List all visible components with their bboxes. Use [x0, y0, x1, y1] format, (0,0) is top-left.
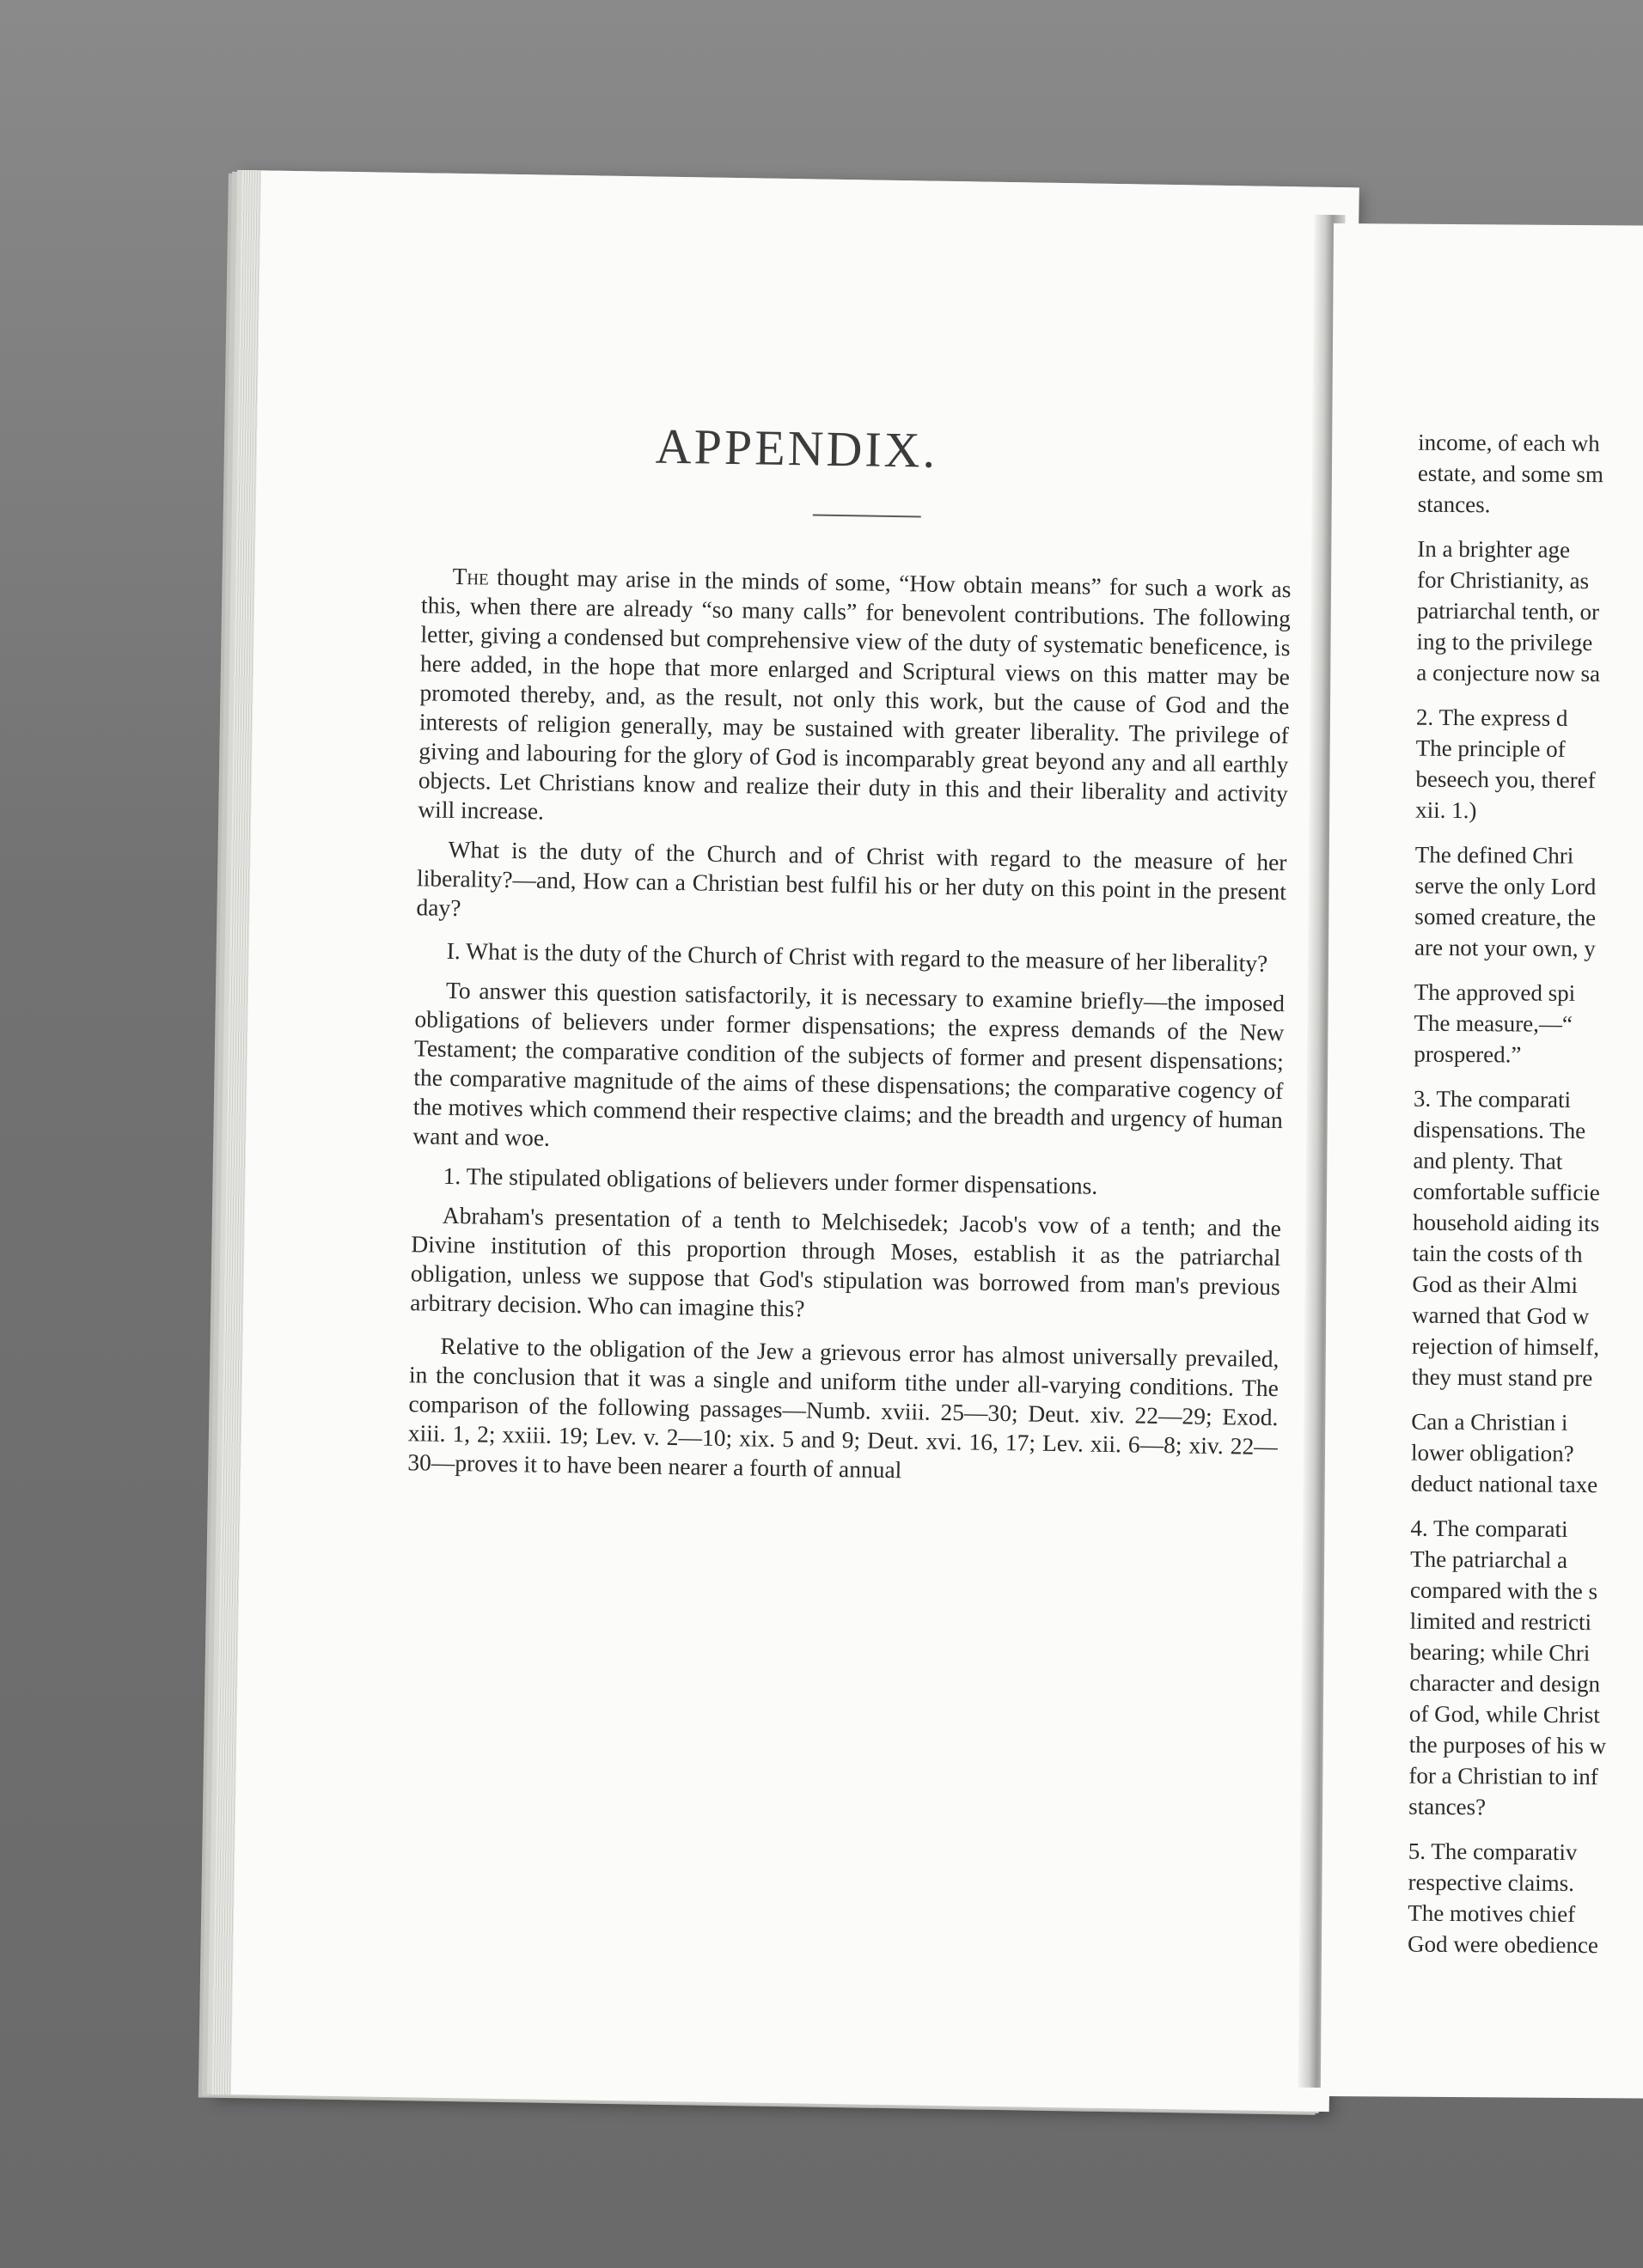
- right-page-line: ing to the privilege: [1416, 628, 1593, 656]
- right-page-line: estate, and some sm: [1417, 460, 1604, 488]
- right-page-line: limited and restricti: [1409, 1607, 1592, 1636]
- right-page-line: patriarchal tenth, or: [1416, 597, 1600, 625]
- right-page-line: income, of each wh: [1418, 429, 1600, 457]
- right-page-line: they must stand pre: [1411, 1363, 1593, 1392]
- right-page-line: beseech you, theref: [1415, 765, 1596, 794]
- right-page-line: for a Christian to inf: [1408, 1762, 1598, 1790]
- right-page-line: God were obedience: [1407, 1930, 1599, 1959]
- right-page-line: lower obligation?: [1410, 1439, 1574, 1466]
- right-page-line: stances.: [1417, 491, 1491, 518]
- right-page-line: 2. The express d: [1415, 704, 1568, 731]
- right-page-line: the purposes of his w: [1408, 1731, 1607, 1759]
- right-page-line: The principle of: [1415, 735, 1566, 762]
- left-page: [212, 170, 1359, 2112]
- right-page-line: serve the only Lord: [1414, 872, 1597, 900]
- right-page-line: respective claims.: [1408, 1869, 1575, 1897]
- right-page-line: Can a Christian i: [1411, 1408, 1568, 1436]
- left-page-body: [407, 561, 1292, 1501]
- right-page-line: God as their Almi: [1412, 1271, 1579, 1299]
- paragraph-4: To answer this question satisfactorily, it is necessary to examine briefly—the imposed obligations of believers under former dispensations; the express demands of the New Testament; the comparative condition of the subjects of former and present dispensations; the comparative magnitude of the aims of these dispensations; the comparative cogency of the motives which commend their respective claims; and the breadth and urgency of human want and woe.: [412, 976, 1286, 1151]
- right-page-line: of God, while Christ: [1408, 1700, 1600, 1728]
- right-page-line: dispensations. The: [1413, 1116, 1586, 1144]
- right-page-line: 5. The comparativ: [1408, 1838, 1578, 1866]
- right-page-line: 3. The comparati: [1413, 1085, 1572, 1113]
- right-page: [1321, 223, 1643, 2099]
- right-page-line: character and design: [1409, 1669, 1601, 1698]
- paragraph-text: thought may arise in the minds of some, “How obtain means” for such a work as this, when there are already “so many calls” for benevolent contributions. The following letter, giving a condensed but comprehensive view of the duty of systematic beneficence, is here added, in the hope that more enlarged and Scriptural views on this matter may be promoted thereby, and, as the result, not only this work, but the cause of God and the interests of religion generally, may be sustained with greater liberality. The privilege of giving and labouring for the glory of God is incomparably great beyond any and all earthly objects. Let Christians know and realize their duty in this and their liberality and activity will increase.: [418, 563, 1292, 825]
- right-page-line: are not your own, y: [1414, 934, 1596, 962]
- right-page-line: The motives chief: [1408, 1899, 1576, 1928]
- paragraph-5: 1. The stipulated obligations of believers under former dispensations.: [443, 1161, 1098, 1199]
- paragraph-6: Abraham's presentation of a tenth to Melchisedek; Jacob's vow of a tenth; and the Divine institution of this proportion through Moses, establish it as the patriarchal obligation, unless we suppose that God's stipulation was borrowed from man's previous arbitrary decision. Who can imagine this?: [410, 1201, 1282, 1322]
- right-page-line: bearing; while Chri: [1409, 1638, 1591, 1667]
- right-page-line: The approved spi: [1414, 979, 1576, 1006]
- right-page-line: stances?: [1408, 1793, 1487, 1820]
- right-page-line: somed creature, the: [1414, 903, 1597, 931]
- paragraph-2: What is the duty of the Church and of Christ with regard to the measure of her liberality?—and, How can a Christian best fulfil his or her duty on this point in the present day?: [416, 835, 1287, 922]
- right-page-line: comfortable sufficie: [1413, 1178, 1600, 1206]
- right-page-line: compared with the s: [1409, 1576, 1598, 1605]
- right-page-line: In a brighter age: [1417, 535, 1571, 563]
- right-page-body: [1408, 427, 1643, 1963]
- paragraph-3: I. What is the duty of the Church of Christ with regard to the measure of her liberality?: [446, 936, 1268, 977]
- right-page-line: rejection of himself,: [1411, 1332, 1600, 1361]
- right-page-line: prospered.”: [1414, 1040, 1522, 1068]
- right-page-line: xii. 1.): [1415, 796, 1477, 824]
- right-page-line: deduct national taxe: [1410, 1470, 1598, 1498]
- drop-lead: The: [452, 562, 489, 590]
- right-page-line: warned that God w: [1412, 1302, 1590, 1330]
- right-page-line: a conjecture now sa: [1416, 659, 1601, 687]
- paragraph-1: [418, 561, 1292, 838]
- right-page-line: The patriarchal a: [1410, 1546, 1568, 1573]
- right-page-line: household aiding its: [1412, 1209, 1600, 1237]
- right-page-line: The measure,—“: [1414, 1009, 1573, 1037]
- right-page-line: 4. The comparati: [1410, 1515, 1568, 1542]
- right-page-line: for Christianity, as: [1417, 566, 1590, 594]
- paragraph-7: Relative to the obligation of the Jew a grievous error has almost universally prevailed, in the conclusion that it was a single and uniform tithe under all-varying conditions. The comparison of the following passages—Numb. xviii. 25—30; Deut. xiv. 22—29; Exod. xiii. 1, 2; xxiii. 19; Lev. v. 2—10; xix. 5 and 9; Deut. xvi. 16, 17; Lev. xii. 6—8; xiv. 22—30—proves it to have been nearer a fourth of annual: [407, 1332, 1280, 1484]
- right-page-line: tain the costs of th: [1412, 1240, 1583, 1268]
- right-page-line: The defined Chri: [1414, 841, 1574, 869]
- title-rule: [813, 514, 921, 517]
- right-page-line: and plenty. That: [1413, 1147, 1563, 1174]
- page-title: APPENDIX.: [655, 418, 938, 479]
